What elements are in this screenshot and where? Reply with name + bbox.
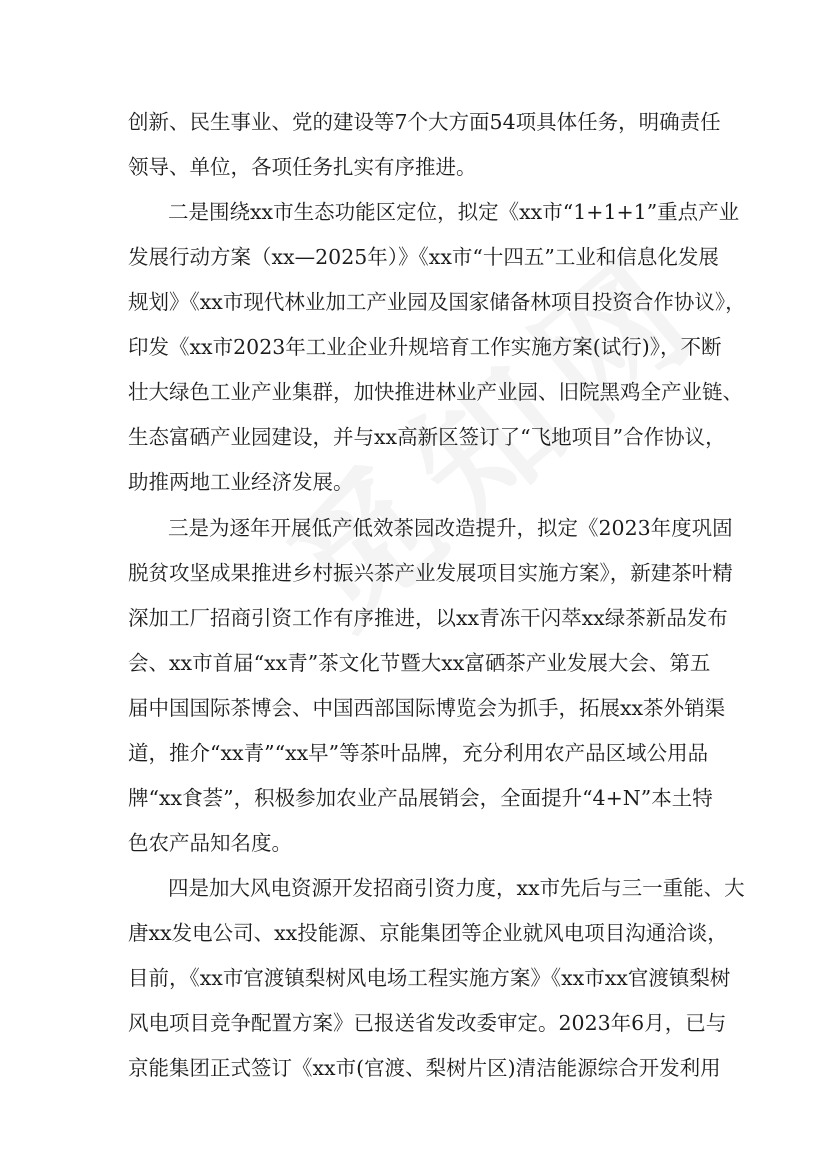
text-line: 领导、单位，各项任务扎实有序推进。 (128, 155, 477, 179)
text-line: 印发《xx市2023年工业企业升规培育工作实施方案(试行)》，不断 (128, 335, 722, 359)
text-line: 发展行动方案（xx—2025年）》《xx市“十四五”工业和信息化发展 (128, 245, 719, 269)
text-line: 生态富硒产业园建设，并与xx高新区签订了“飞地项目”合作协议， (128, 425, 726, 449)
text-line: 风电项目竞争配置方案》已报送省发改委审定。2023年6月，已与 (128, 1011, 727, 1035)
text-line: 壮大绿色工业产业集群，加快推进林业产业园、旧院黑鸡全产业链、 (128, 380, 743, 404)
text-line: 京能集团正式签订《xx市(官渡、梨树片区)清洁能源综合开发利用 (128, 1056, 721, 1080)
text-line: 二是围绕xx市生态功能区定位，拟定《xx市“1+1+1”重点产业 (168, 200, 740, 224)
text-line: 牌“xx食荟”，积极参加农业产品展销会，全面提升“4+N”本土特 (128, 786, 713, 810)
text-line: 规划》《xx市现代林业加工产业园及国家储备林项目投资合作协议》， (128, 290, 746, 314)
text-line: 唐xx发电公司、xx投能源、京能集团等企业就风电项目沟通洽谈， (128, 921, 728, 945)
text-line: 目前，《xx市官渡镇梨树风电场工程实施方案》《xx市xx官渡镇梨树 (128, 966, 731, 990)
text-line: 届中国国际茶博会、中国西部国际博览会为抓手，拓展xx茶外销渠 (128, 696, 726, 720)
text-line: 会、xx市首届“xx青”茶文化节暨大xx富硒茶产业发展大会、第五 (128, 651, 711, 675)
text-line: 道，推介“xx青”“xx早”等茶叶品牌，充分利用农产品区域公用品 (128, 741, 709, 765)
text-line: 色农产品知名度。 (128, 831, 292, 855)
text-line: 三是为逐年开展低产低效茶园改造提升，拟定《2023年度巩固 (168, 516, 733, 540)
text-line: 助推两地工业经济发展。 (128, 470, 354, 494)
text-line: 脱贫攻坚成果推进乡村振兴茶产业发展项目实施方案》，新建茶叶精 (128, 561, 733, 585)
text-line: 深加工厂招商引资工作有序推进，以xx青冻干闪萃xx绿茶新品发布 (128, 606, 728, 630)
text-line: 创新、民生事业、党的建设等7个大方面54项具体任务，明确责任 (128, 110, 721, 134)
text-line: 四是加大风电资源开发招商引资力度，xx市先后与三一重能、大 (168, 876, 745, 900)
